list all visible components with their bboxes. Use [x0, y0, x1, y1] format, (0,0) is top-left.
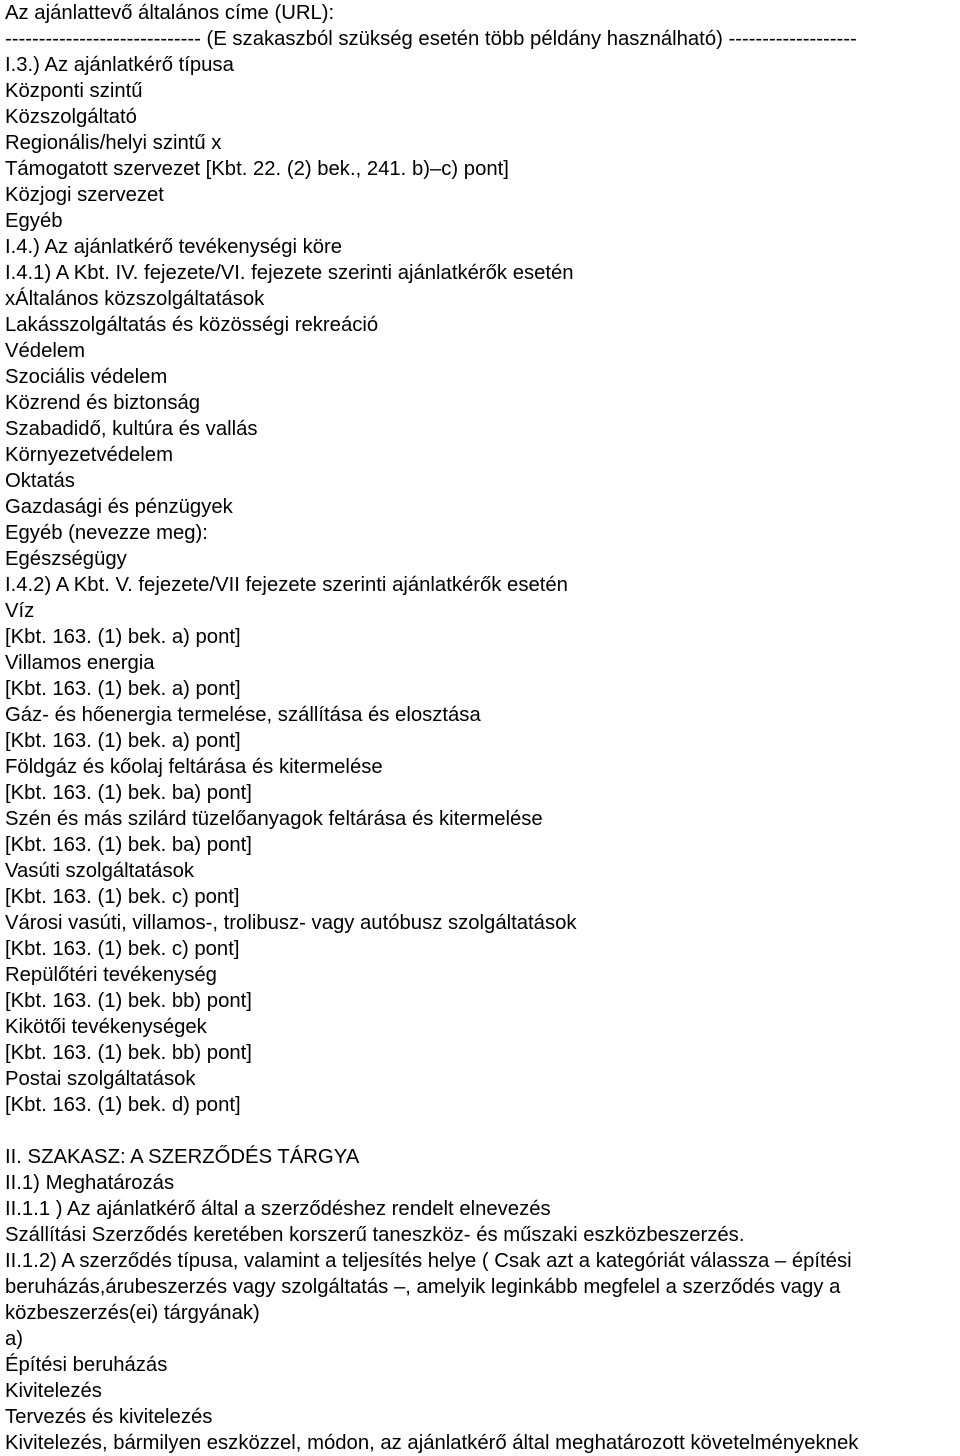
contracting-type-option: Támogatott szervezet [Kbt. 22. (2) bek., 241. b)–c) pont] [5, 158, 509, 180]
activity-option: Szociális védelem [5, 366, 168, 388]
sector-reference: [Kbt. 163. (1) bek. c) pont] [5, 886, 240, 908]
sector-reference: [Kbt. 163. (1) bek. ba) pont] [5, 834, 252, 856]
sector-reference: [Kbt. 163. (1) bek. a) pont] [5, 678, 241, 700]
contracting-type-option: Központi szintű [5, 80, 143, 102]
contract-name-value: Szállítási Szerződés keretében korszerű taneszköz- és műszaki eszközbeszerzés. [5, 1224, 745, 1246]
activity-option: Szabadidő, kultúra és vallás [5, 418, 258, 440]
contracting-type-option: Közjogi szervezet [5, 184, 164, 206]
contracting-type-option: Regionális/helyi szintű x [5, 132, 222, 154]
sector-reference: [Kbt. 163. (1) bek. bb) pont] [5, 1042, 252, 1064]
url-label: Az ajánlattevő általános címe (URL): [5, 2, 335, 24]
activity-option: Lakásszolgáltatás és közösségi rekreáció [5, 314, 379, 336]
activity-option: Egyéb (nevezze meg): [5, 522, 208, 544]
activity-option: Oktatás [5, 470, 75, 492]
sector-option: Szén és más szilárd tüzelőanyagok feltárása és kitermelése [5, 808, 543, 830]
sector-reference: [Kbt. 163. (1) bek. a) pont] [5, 730, 241, 752]
contracting-type-option: Közszolgáltató [5, 106, 137, 128]
sector-option: Földgáz és kőolaj feltárása és kitermelése [5, 756, 383, 778]
section-i42-title: I.4.2) A Kbt. V. fejezete/VII fejezete szerinti ajánlatkérők esetén [5, 574, 568, 596]
option-a-title: Építési beruházás [5, 1354, 168, 1376]
section-i3-title: I.3.) Az ajánlatkérő típusa [5, 54, 234, 76]
sector-option: Villamos energia [5, 652, 155, 674]
works-type-option: Kivitelezés, bármilyen eszközzel, módon, az ajánlatkérő által meghatározott követelményeknek [5, 1432, 859, 1454]
activity-option: Egészségügy [5, 548, 127, 570]
sector-option: Vasúti szolgáltatások [5, 860, 195, 882]
sector-option: Kikötői tevékenységek [5, 1016, 207, 1038]
section-ii-title: II. SZAKASZ: A SZERZŐDÉS TÁRGYA [5, 1146, 360, 1168]
sector-option: Városi vasúti, villamos-, trolibusz- vagy autóbusz szolgáltatások [5, 912, 577, 934]
sector-option: Víz [5, 600, 35, 622]
activity-option: xÁltalános közszolgáltatások [5, 288, 265, 310]
sector-reference: [Kbt. 163. (1) bek. d) pont] [5, 1094, 241, 1116]
works-type-option: Tervezés és kivitelezés [5, 1406, 213, 1428]
sector-reference: [Kbt. 163. (1) bek. a) pont] [5, 626, 241, 648]
sector-reference: [Kbt. 163. (1) bek. c) pont] [5, 938, 240, 960]
activity-option: Gazdasági és pénzügyek [5, 496, 233, 518]
section-i41-title: I.4.1) A Kbt. IV. fejezete/VI. fejezete szerinti ajánlatkérők esetén [5, 262, 574, 284]
sector-option: Gáz- és hőenergia termelése, szállítása és elosztása [5, 704, 481, 726]
works-type-option: Kivitelezés [5, 1380, 102, 1402]
sector-option: Postai szolgáltatások [5, 1068, 196, 1090]
option-a-marker: a) [5, 1328, 24, 1350]
sector-reference: [Kbt. 163. (1) bek. ba) pont] [5, 782, 252, 804]
section-ii1-title: II.1) Meghatározás [5, 1172, 175, 1194]
section-ii11-title: II.1.1 ) Az ajánlatkérő által a szerződéshez rendelt elnevezés [5, 1198, 551, 1220]
section-i4-title: I.4.) Az ajánlatkérő tevékenységi köre [5, 236, 343, 258]
activity-option: Közrend és biztonság [5, 392, 201, 414]
sector-option: Repülőtéri tevékenység [5, 964, 217, 986]
contracting-type-option: Egyéb [5, 210, 63, 232]
activity-option: Környezetvédelem [5, 444, 173, 466]
section-separator: ----------------------------- (E szakaszból szükség esetén több példány használható) ------------------- [5, 28, 857, 50]
section-ii12-title: II.1.2) A szerződés típusa, valamint a teljesítés helye ( Csak azt a kategóriát válassza – építési beruházás,árubeszerzés vagy szolgáltatás –, amelyik leginkább megfelel a szerződés vagy a közbeszerzés(ei) tárgyának) [5, 1250, 852, 1324]
activity-option: Védelem [5, 340, 86, 362]
sector-reference: [Kbt. 163. (1) bek. bb) pont] [5, 990, 252, 1012]
document-page [5, 0, 957, 1456]
